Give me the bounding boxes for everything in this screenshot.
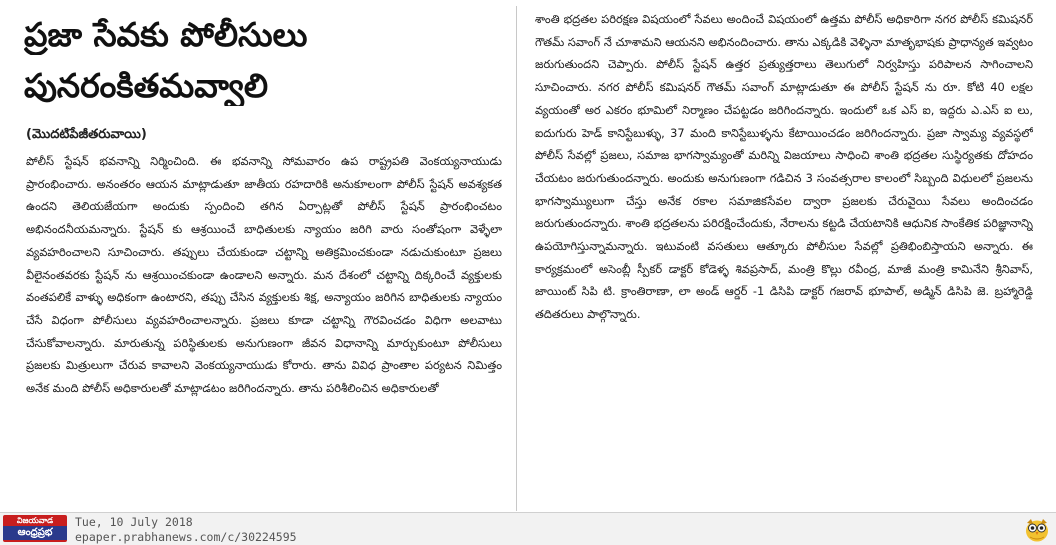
- column-divider: [516, 6, 517, 511]
- epaper-footer: [0, 512, 1056, 545]
- headline-line-1: ప్రజా సేవకు పోలీసులు: [24, 15, 308, 54]
- owl-icon: [1024, 517, 1050, 542]
- headline-line-2: పునరంకితమవ్వాలి: [24, 66, 269, 105]
- article-column-right: శాంతి భద్రతల పరిరక్షణ విషయంలో సేవలు అందించే విషయంలో ఉత్తమ పోలీస్ అధికారిగా నగర పోలీస్ కమిషనర్ గౌతమ్ సవాంగ్ నే చూశామని ఆయనని అభినందించారు. తాను ఎక్కడికి వెళ్ళినా మాతృభాషకు ప్రాధాన్యత ఇవ్వటం జరుగుతుందని చెప్పారు. పోలీస్ స్టేషన్ ఉత్తర ప్రత్యుత్తరాలు తెలుగులో నిర్వహిస్తు పరిపాలన సాగించాలని సూచించారు. నగర పోలీస్ కమిషనర్ గౌతమ్ సవాంగ్ మాట్లాడుతూ ఈ పోలీస్ స్టేషన్ ను రూ. కోటి 40 లక్షల వ్యయంతో అర ఎకరం భూమిలో నిర్మాణం చేపట్టడం జరిగిందన్నారు. ఇందులో ఒక ఎస్ ఐ, ఇద్దరు ఎ.ఎస్ ఐ లు, ఐదుగురు హెడ్ కానిస్టేబుళ్ళు, 37 మంది కానిస్టేబుళ్ళను కేటాయించడం జరిగిందన్నారు. ప్రజా స్వామ్య వ్యవస్థలో పోలీస్ సేవల్లో ప్రజలు, సమాజ భాగస్వామ్యంతో మరిన్ని విజయాలు సాధించి శాంతి భద్రతల సుస్థిర్యతకు దోహదం చేయటం జరుగుతుందన్నారు. అందుకు అనుగుణంగా గడిచిన 3 సంవత్సరాల కాలంలో సిబ్బంది విధులలో ప్రజలను భాగస్వామ్యులుగా చేస్తు అనేక రకాల సమాజికసేవల ద్వారా ప్రజలకు చేరువైయి సేవలు అందించడం జరుగుతుందన్నారు. శాంతి భద్రతలను పరిరక్షించేందుకు, నేరాలను కట్టడి చేయటానికి ఆధునిక సాంకేతిక పరిజ్ఞానాన్ని ఉపయోగిస్తున్నామన్నారు. ఇటువంటి వసతులు ఆత్కూరు పోలీసుల సేవల్లో ప్రతిభింబిస్తాయని అన్నారు. ఈ కార్యక్రమంలో అసెంబ్లీ స్పీకర్ డాక్టర్ కోడెళ్ళ శివప్రసాద్, మంత్రి కొల్లు రవీంద్ర, మాజీ మంత్రి కామినేని శ్రీనివాస్, జాయింట్ సిపి టి. క్రాంతిరాణా, లా అండ్ ఆర్డర్ -1 డిసిపి డాక్టర్ గజరావ్ భూపాల్, అడ్మిన్ డిసిపి జె. బ్రహ్మారెడ్డి తదితరులు పాల్గొన్నారు.: [535, 12, 1033, 322]
- newspaper-logo[interactable]: [3, 515, 67, 542]
- article-column-left: పోలీస్ స్టేషన్ భవనాన్ని నిర్మించింది. ఈ భవనాన్ని సోమవారం ఉప రాష్ట్రపతి వెంకయ్యనాయుడు ప్రారంభించారు. అనంతరం ఆయన మాట్లాడుతూ జాతీయ రహదారికి అనుకూలంగా పోలీస్ స్టేషన్ అవశ్యకత ఉందని తెలియజేయగా అందుకు స్పందించి తగిన ఏర్పాట్లతో పోలీస్ స్టేషన్ ప్రారంభించటం అభినందనీయమన్నారు. స్టేషన్ కు ఆశ్రయించే బాధితులకు న్యాయం జరిగి వారు సంతోషంగా వెళ్ళేలా వ్యవహరించాలని సూచించారు. తప్పులు చేయకుండా చట్టాన్ని అతిక్రమించకుండా నడుచుకుంటూ ప్రజలు వీలైనంతవరకు స్టేషన్ ను ఆశ్రయించకుండా ఉండాలని అన్నారు. మన దేశంలో చట్టాన్ని దిక్కరించే వ్యక్తులకు వంతపలికే వాళ్ళు అధికంగా ఉంటారని, తప్పు చేసిన వ్యక్తులకు శిక్ష, అన్యాయం జరిగిన బాధితులకు న్యాయం చేసే విధంగా పోలీసులు వ్యవహరించాలన్నారు. ప్రజలు కూడా చట్టాన్ని గౌరవించడం విధిగా అలవాటు చేసుకోవాలన్నారు. మారుతున్న పరిస్థితులకు అనుగుణంగా జీవన విధానాన్ని మార్చుకుంటూ పోలీసులు ప్రజలకు మిత్రులుగా చేరువ కావాలని వెంకయ్యనాయుడు కోరారు. తాను వివిధ ప్రాంతాల పర్యటన నిమిత్తం అనేక మంది పోలీస్ అధికారులతో మాట్లాడటం జరిగిందన్నారు. తాను పరిశీలించిన అధికారులతో: [26, 154, 502, 396]
- clip-url[interactable]: epaper.prabhanews.com/c/30224595: [75, 530, 297, 544]
- continuation-byline: (మొదటిపేజీతరువాయి): [26, 127, 147, 142]
- edition-date: Tue, 10 July 2018: [75, 515, 193, 529]
- logo-edition: విజయవాడ: [16, 516, 54, 525]
- logo-title: ఆంధ్రప్రభ: [3, 526, 67, 540]
